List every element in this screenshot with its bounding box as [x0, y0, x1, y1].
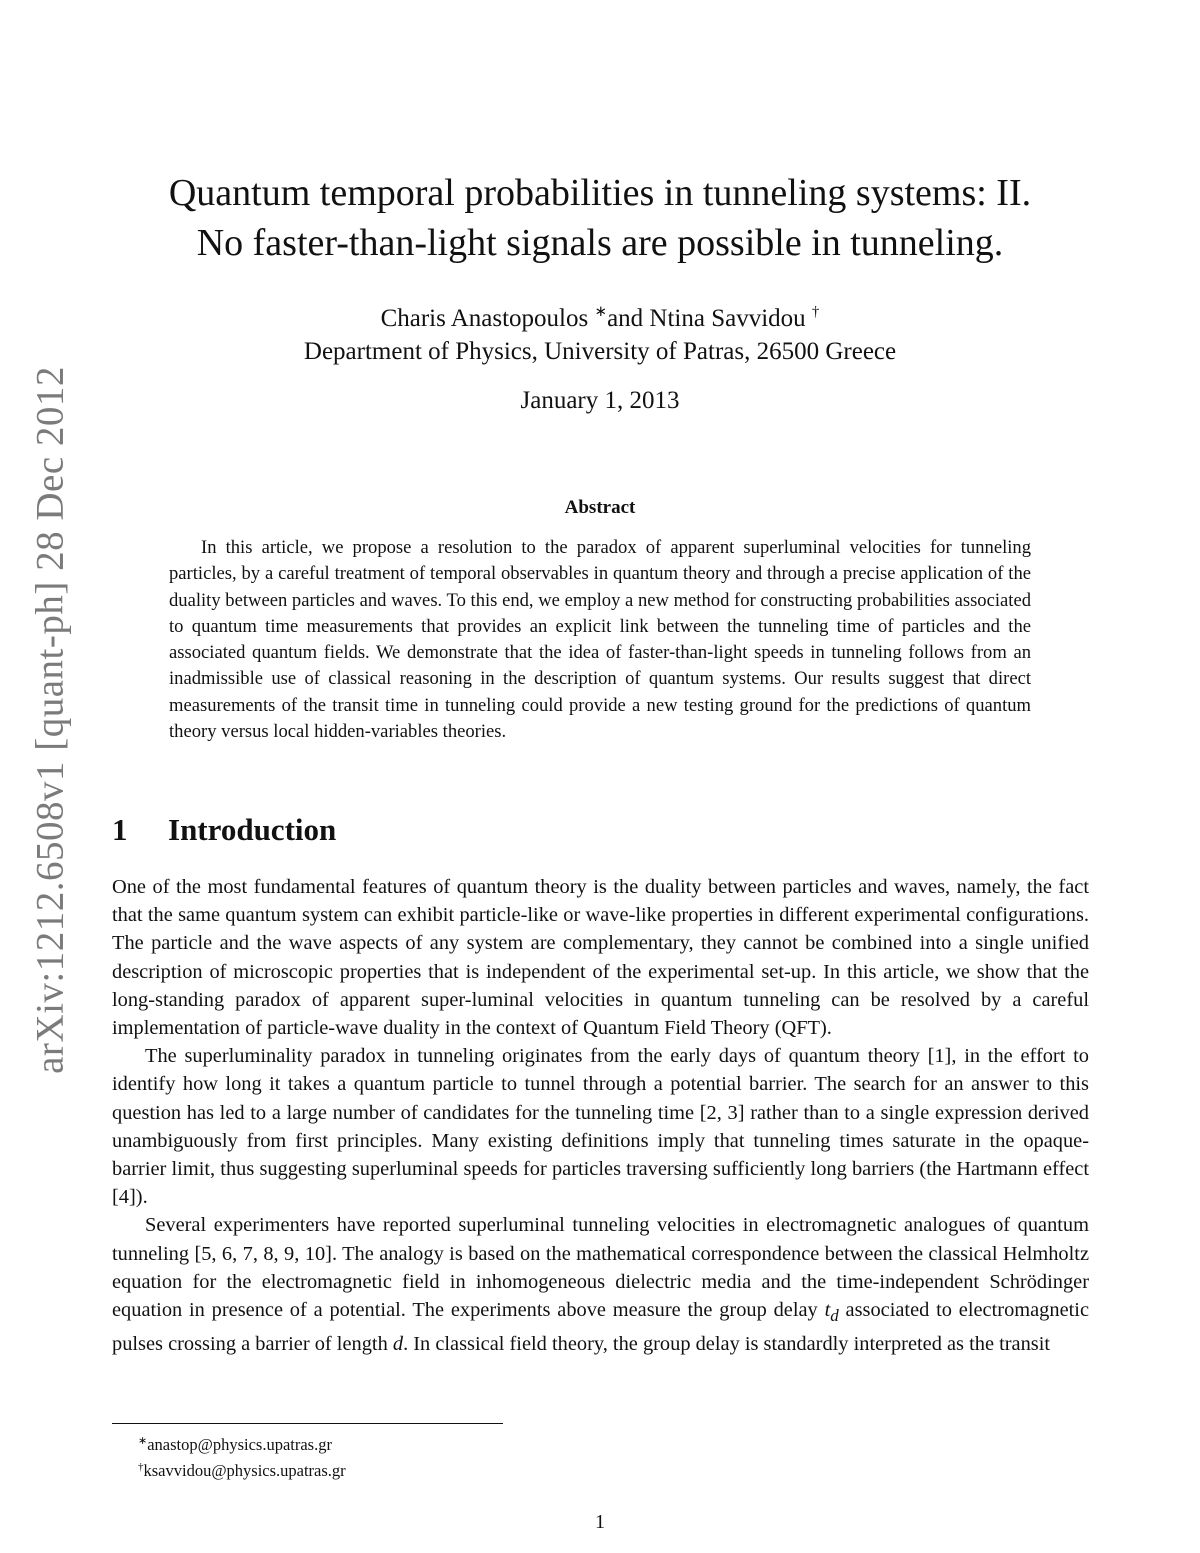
footnotes — [138, 1430, 346, 1482]
abstract-text: In this article, we propose a resolution to the paradox of apparent superluminal velocities for tunneling particles, by a careful treatment of temporal observables in quantum theory and through a precise application of the duality between particles and waves. To this end, we employ a new method for constructing probabilities associated to quantum time measurements that provides an explicit link between the tunneling time of particles and the associated quantum fields. We demonstrate that the idea of faster-than-light speeds in tunneling follows from an inadmissible use of classical reasoning in the description of quantum systems. Our results suggest that direct measurements of the transit time in tunneling could provide a new testing ground for the predictions of quantum theory versus local hidden-variables theories. — [169, 537, 1031, 743]
author-1: Charis Anastopoulos — [380, 305, 595, 332]
section-number: 1 — [112, 812, 128, 847]
footnote-2 — [138, 1456, 346, 1482]
abstract-heading: Abstract — [564, 497, 636, 518]
footnote-1-email: anastop@physics.upatras.gr — [147, 1435, 332, 1454]
paper-title-line-1: Quantum temporal probabilities in tunneling systems: II. — [168, 172, 1032, 214]
footnote-mark-1: ∗ — [594, 304, 608, 320]
section-title: Introduction — [168, 812, 337, 847]
paper-title-line-2: No faster-than-light signals are possible in tunneling. — [196, 222, 1004, 264]
group-delay-subscript: d — [830, 1306, 839, 1326]
paragraph-1: One of the most fundamental features of quantum theory is the duality between particles and waves, namely, the fact that the same quantum system can exhibit particle-like or wave-like properties in different experimental configurations. The particle and the wave aspects of any system are complementary, they cannot be combined into a single unified description of microscopic properties that is independent of the experimental set-up. In this article, we show that the long-standing paradox of apparent super-luminal velocities in quantum tunneling can be resolved by a careful implementation of particle-wave duality in the context of Quantum Field Theory (QFT). — [112, 876, 1089, 1040]
author-2: and Ntina Savvidou — [607, 305, 812, 332]
footnote-1 — [138, 1430, 346, 1456]
footnote-divider — [112, 1423, 503, 1424]
group-delay-symbol — [824, 1299, 839, 1326]
paragraph-2: The superluminality paradox in tunneling originates from the early days of quantum theory [1], in the effort to identify how long it takes a quantum particle to tunnel through a potential barrier. The search for an answer to this question has led to a large number of candidates for the tunneling time [2, 3] rather than to a single expression derived unambiguously from first principles. Many existing definitions imply that tunneling times saturate in the opaque-barrier limit, thus suggesting superluminal speeds for particles traversing sufficiently long barriers (the Hartmann effect [4]). — [112, 1045, 1089, 1209]
author-line — [100, 296, 1100, 335]
barrier-length-symbol: d — [392, 1333, 404, 1356]
paragraph-3-text-c: . In classical field theory, the group delay is standardly interpreted as the transit — [403, 1333, 1051, 1356]
footnote-2-mark: † — [138, 1461, 144, 1473]
introduction-body — [112, 873, 1089, 1359]
paragraph-3-text-a: Several experimenters have reported superluminal tunneling velocities in electromagnetic analogues of quantum tunneling [5, 6, 7, 8, 9, 10]. The analogy is based on the mathematical correspondence between the classical Helmholtz equation for the electromagnetic field in inhomogeneous dielectric media and the time-independent Schrödinger equation in presence of a potential. The experiments above measure the group delay — [112, 1214, 1089, 1322]
paragraph-3-text-b: associated to electromagnetic pulses crossing a barrier of length — [112, 1299, 1089, 1356]
author-block — [100, 296, 1100, 368]
paper-date: January 1, 2013 — [520, 387, 680, 414]
section-heading — [112, 812, 336, 848]
paper-title — [100, 168, 1100, 268]
footnote-mark-2: † — [811, 304, 820, 320]
group-delay-t: t — [824, 1299, 831, 1322]
paragraph-3 — [112, 1211, 1089, 1358]
arxiv-identifier-stamp: arXiv:1212.6508v1 [quant-ph] 28 Dec 2012 — [28, 366, 72, 1074]
affiliation: Department of Physics, University of Patras, 26500 Greece — [303, 338, 897, 365]
footnote-2-email: ksavvidou@physics.upatras.gr — [143, 1461, 346, 1480]
page-number: 1 — [595, 1511, 605, 1533]
footnote-1-mark: ∗ — [138, 1435, 148, 1447]
